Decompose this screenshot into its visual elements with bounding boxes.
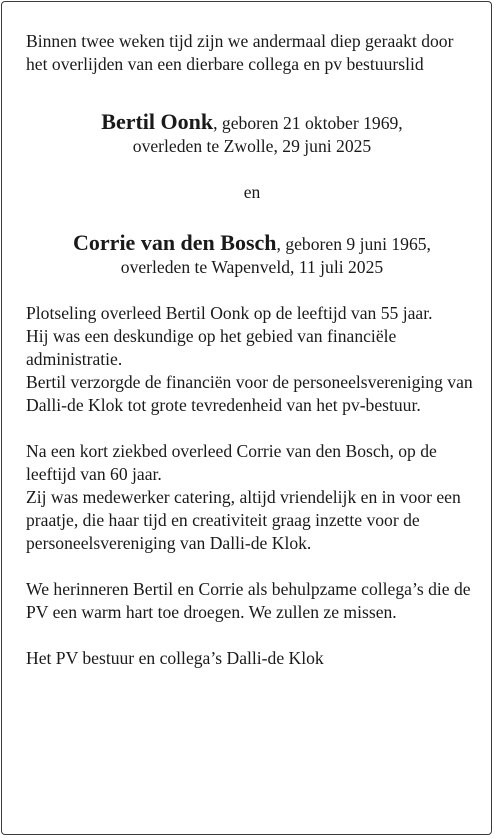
- obituary-card: [1, 1, 492, 835]
- corrie-role-text: Zij was medewerker catering, altijd vriendelijk en in voor een praatje, die haar tijd en creativiteit graag inzette voor de personeelsvereniging van Dalli-de Klok.: [26, 487, 461, 553]
- bertil-expertise-text: Hij was een deskundige op het gebied van financiële administratie.: [26, 326, 397, 369]
- obituary-content: [26, 30, 478, 670]
- bertil-age-text: Plotseling overleed Bertil Oonk op de leeftijd van 55 jaar.: [26, 303, 433, 323]
- person1-birth: , geboren 21 oktober 1969,: [213, 113, 403, 133]
- person1-death: overleden te Zwolle, 29 juni 2025: [132, 136, 372, 156]
- intro-text: Binnen twee weken tijd zijn we andermaal diep geraakt door het overlijden van een dierbare collega en pv bestuurslid: [26, 31, 454, 74]
- bertil-role-text: Bertil verzorgde de financiën voor de personeelsvereniging van Dalli-de Klok tot grote tevredenheid van het pv-bestuur.: [26, 372, 473, 415]
- person2-death: overleden te Wapenveld, 11 juli 2025: [120, 257, 384, 277]
- remembrance-text: We herinneren Bertil en Corrie als behulpzame collega’s die de PV een warm hart toe droegen. We zullen ze missen.: [26, 579, 471, 622]
- connector-text: en: [243, 182, 261, 202]
- person2-name: Corrie van den Bosch: [73, 230, 277, 255]
- signature-text: Het PV bestuur en collega’s Dalli-de Klok: [26, 648, 324, 668]
- corrie-age-text: Na een kort ziekbed overleed Corrie van den Bosch, op de leeftijd van 60 jaar.: [26, 441, 437, 484]
- person1-name: Bertil Oonk: [101, 109, 214, 134]
- person2-block: [26, 231, 478, 279]
- person1-heading: [26, 110, 478, 135]
- person2-birth: , geboren 9 juni 1965,: [276, 234, 431, 254]
- person2-heading: [26, 231, 478, 256]
- person1-block: [26, 110, 478, 158]
